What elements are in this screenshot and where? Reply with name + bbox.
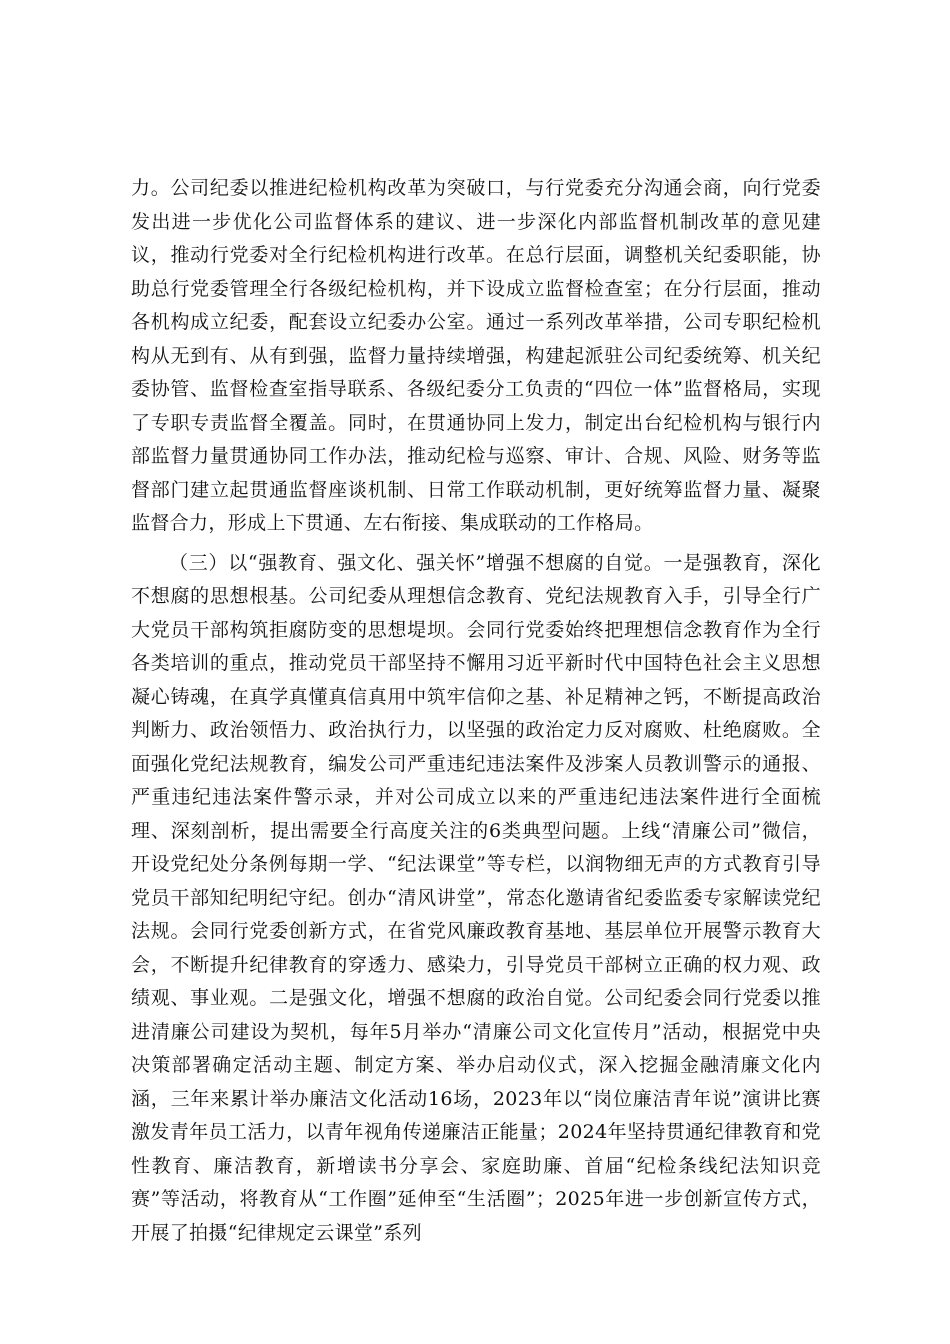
paragraph-continued: 力。公司纪委以推进纪检机构改革为突破口，与行党委充分沟通会商，向行党委发出进一步优化公司监督体系的建议、进一步深化内部监督机制改革的意见建议，推动行党委对全行纪检机构进行改革。在总行层面，调整机关纪委职能，协助总行党委管理全行各级纪检机构，并下设成立监督检查室；在分行层面，推动各机构成立纪委，配套设立纪委办公室。通过一系列改革举措，公司专职纪检机构从无到有、从有到强，监督力量持续增强，构建起派驻公司纪委统筹、机关纪委协管、监督检查室指导联系、各级纪委分工负责的“四位一体”监督格局，实现了专职专责监督全覆盖。同时，在贯通协同上发力，制定出台纪检机构与银行内部监督力量贯通协同工作办法，推动纪检与巡察、审计、合规、风险、财务等监督部门建立起贯通监督座谈机制、日常工作联动机制，更好统筹监督力量、凝聚监督合力，形成上下贯通、左右衔接、集成联动的工作格局。 (131, 177, 821, 534)
document-body (131, 172, 821, 1250)
paragraph-section-three: （三）以“强教育、强文化、强关怀”增强不想腐的自觉。一是强教育，深化不想腐的思想根基。公司纪委从理想信念教育、党纪法规教育入手，引导全行广大党员干部构筑拒腐防变的思想堤坝。会同行党委始终把理想信念教育作为全行各类培训的重点，推动党员干部坚持不懈用习近平新时代中国特色社会主义思想凝心铸魂，在真学真懂真信真用中筑牢信仰之基、补足精神之钙，不断提高政治判断力、政治领悟力、政治执行力，以坚强的政治定力反对腐败、杜绝腐败。全面强化党纪法规教育，编发公司严重违纪违法案件及涉案人员教训警示的通报、严重违纪违法案件警示录，并对公司成立以来的严重违纪违法案件进行全面梳理、深刻剖析，提出需要全行高度关注的6类典型问题。上线“清廉公司”微信，开设党纪处分条例每期一学、“纪法课堂”等专栏，以润物细无声的方式教育引导党员干部知纪明纪守纪。创办“清风讲堂”，常态化邀请省纪委监委专家解读党纪法规。会同行党委创新方式，在省党风廉政教育基地、基层单位开展警示教育大会，不断提升纪律教育的穿透力、感染力，引导党员干部树立正确的权力观、政绩观、事业观。二是强文化，增强不想腐的政治自觉。公司纪委会同行党委以推进清廉公司建设为契机，每年5月举办“清廉公司文化宣传月”活动，根据党中央决策部署确定活动主题、制定方案、举办启动仪式，深入挖掘金融清廉文化内涵，三年来累计举办廉洁文化活动16场，2023年以“岗位廉洁青年说”演讲比赛激发青年员工活力，以青年视角传递廉洁正能量；2024年坚持贯通纪律教育和党性教育、廉洁教育，新增读书分享会、家庭助廉、首届“纪检条线纪法知识竞赛”等活动，将教育从“工作圈”延伸至“生活圈”；2025年进一步创新宣传方式，开展了拍摄“纪律规定云课堂”系列 (131, 551, 821, 1244)
